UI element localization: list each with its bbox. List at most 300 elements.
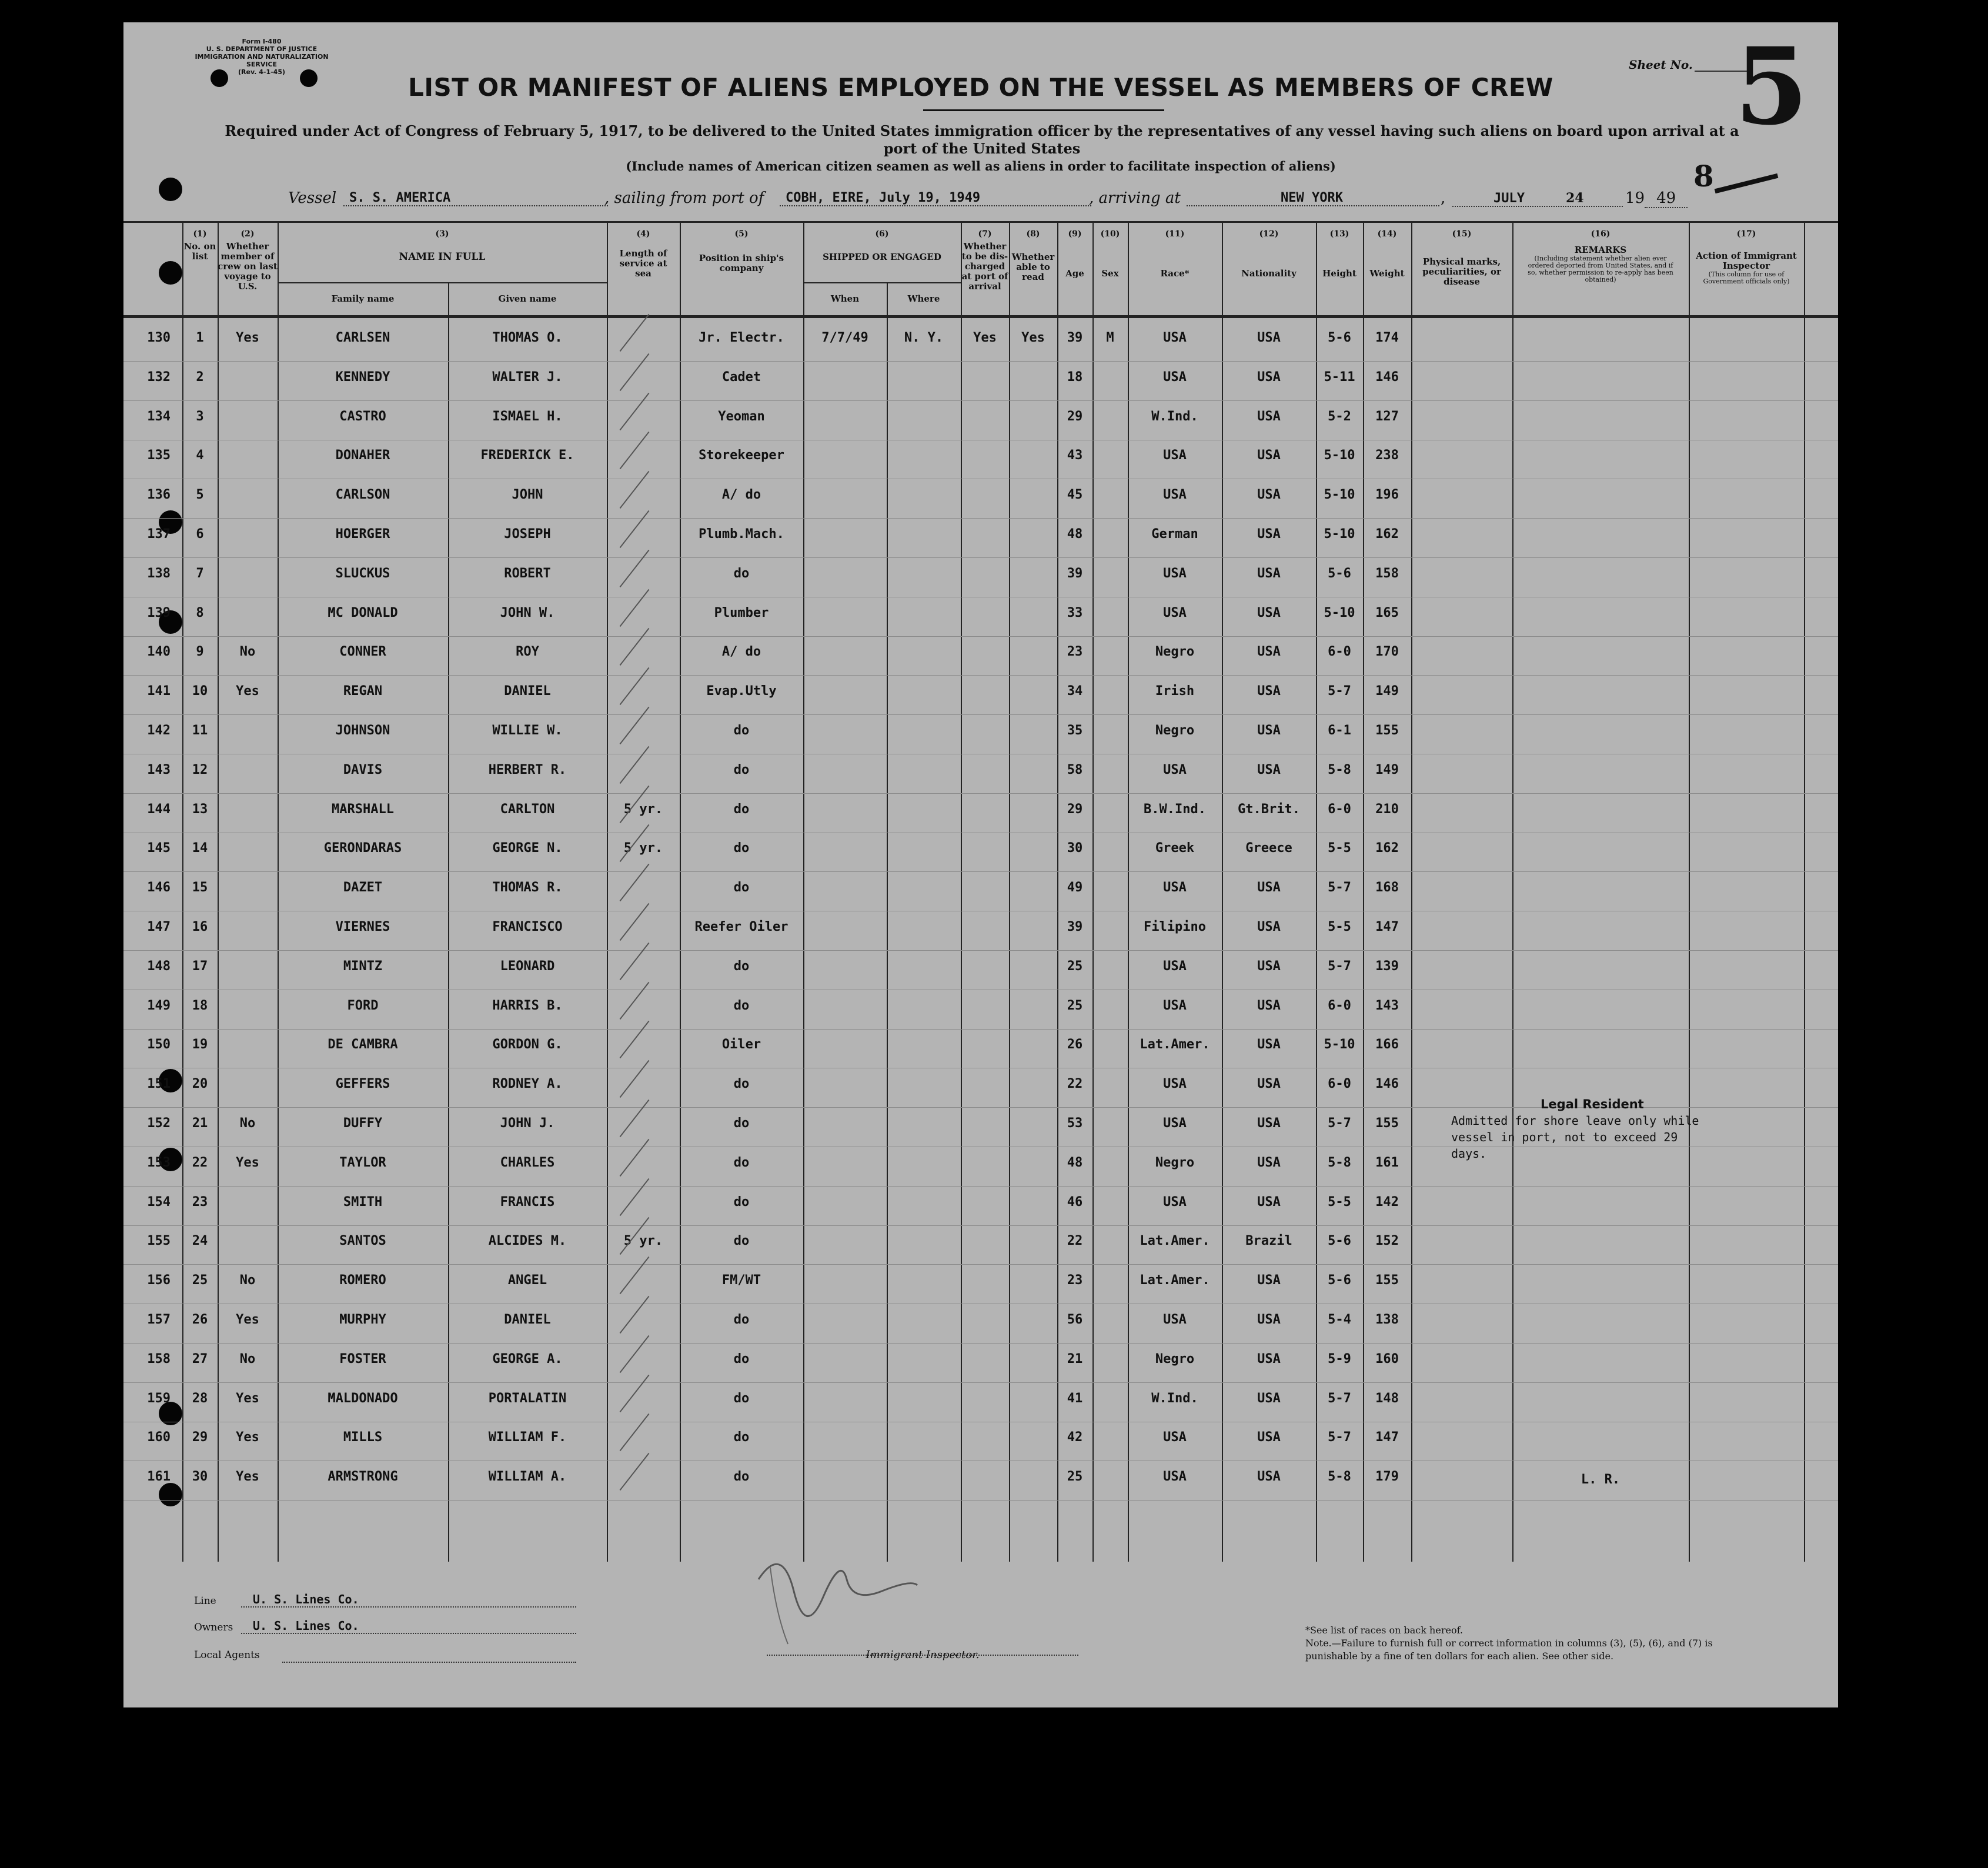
cell-height: 5-10 <box>1324 487 1355 503</box>
ditto-stroke <box>620 1060 650 1098</box>
cell-weight: 160 <box>1375 1351 1399 1366</box>
cell-position: do <box>733 723 750 738</box>
header-col-16: (16) REMARKS (Including statement whether alien ever ordered deported from United States, and if so, whether permission to re-apply has been obtained) <box>1528 229 1673 283</box>
ditto-stroke <box>620 353 650 391</box>
penalty-note: Note.—Failure to furnish full or correct information in columns (3), (5), (6), and (7) is punishable by a fine of ten dollars for each alien. See other side. <box>1305 1638 1713 1662</box>
cell-family: HOERGER <box>335 527 390 542</box>
cell-page: 134 <box>147 409 171 424</box>
cell-position: do <box>733 880 750 895</box>
cell-race: W.Ind. <box>1151 409 1198 424</box>
cell-nationality: USA <box>1257 1430 1281 1445</box>
cell-age: 41 <box>1067 1391 1083 1406</box>
cell-no: 5 <box>196 487 204 503</box>
cell-race: Lat.Amer. <box>1140 1234 1210 1249</box>
row-ruling <box>123 1382 1838 1383</box>
cell-family: TAYLOR <box>339 1155 386 1170</box>
cell-race: USA <box>1163 330 1187 345</box>
cell-page: 135 <box>147 448 171 463</box>
col-divider <box>803 221 804 1562</box>
cell-age: 42 <box>1067 1430 1083 1445</box>
cell-prev: Yes <box>236 684 259 699</box>
cell-position: Evap.Utly <box>706 684 777 699</box>
cell-service: 5 yr. <box>623 801 663 817</box>
cell-nationality: Brazil <box>1245 1234 1292 1249</box>
arrival-month: JULY 24 <box>1452 191 1623 207</box>
cell-no: 15 <box>192 880 208 895</box>
cell-page: 130 <box>147 330 171 345</box>
sheet-number: 5 <box>1735 25 1809 149</box>
cell-given: PORTALATIN <box>488 1391 567 1406</box>
ditto-stroke <box>620 707 650 744</box>
cell-given: CHARLES <box>500 1155 555 1170</box>
cell-given: GEORGE A. <box>492 1351 563 1366</box>
col-divider <box>1009 221 1010 1562</box>
vessel-label: Vessel <box>288 189 337 207</box>
manifest-sheet <box>123 22 1838 1707</box>
cell-position: do <box>733 958 750 974</box>
cell-no: 17 <box>192 958 208 974</box>
cell-position: do <box>733 1116 750 1131</box>
cell-nationality: USA <box>1257 369 1281 385</box>
ditto-stroke <box>620 1139 650 1177</box>
cell-age: 29 <box>1067 801 1083 817</box>
cell-race: Lat.Amer. <box>1140 1273 1210 1288</box>
cell-given: FRANCISCO <box>492 920 563 934</box>
row-ruling <box>123 636 1838 637</box>
ditto-stroke <box>620 471 650 509</box>
cell-family: DONAHER <box>335 448 390 463</box>
header-col-15: (15) Physical marks, peculiarities, or disease <box>1422 229 1501 287</box>
cell-age: 39 <box>1067 330 1083 345</box>
cell-age: 53 <box>1067 1116 1083 1131</box>
cell-height: 5-7 <box>1328 1430 1351 1445</box>
local-agents-value <box>282 1646 576 1663</box>
col-divider <box>1411 221 1412 1562</box>
cell-race: Irish <box>1155 684 1195 699</box>
cell-weight: 174 <box>1375 330 1399 345</box>
line-label: Line <box>194 1595 216 1607</box>
cell-position: do <box>733 1391 750 1406</box>
cell-page: 146 <box>147 880 171 895</box>
cell-position: do <box>733 801 750 817</box>
cell-weight: 155 <box>1375 1273 1399 1288</box>
cell-given: JOHN W. <box>500 605 555 620</box>
cell-no: 29 <box>192 1430 208 1445</box>
santos-remark: L. R. <box>1581 1472 1621 1487</box>
cell-nationality: USA <box>1257 448 1281 463</box>
header-col-1: (1) No. on list <box>183 229 216 262</box>
cell-age: 43 <box>1067 448 1083 463</box>
cell-nationality: USA <box>1257 644 1281 660</box>
cell-page: 154 <box>147 1194 171 1209</box>
cell-position: do <box>733 1351 750 1366</box>
cell-given: ALCIDES M. <box>488 1234 567 1249</box>
line-value: U. S. Lines Co. <box>241 1592 576 1608</box>
cell-position: do <box>733 1234 750 1249</box>
col-divider <box>1512 221 1513 1562</box>
ditto-stroke <box>620 903 650 941</box>
ditto-stroke <box>620 1413 650 1451</box>
col-divider <box>961 221 962 1562</box>
cell-height: 5-7 <box>1328 1391 1351 1406</box>
cell-race: USA <box>1163 448 1187 463</box>
owners-label: Owners <box>194 1622 233 1633</box>
cell-when: 7/7/49 <box>821 330 868 345</box>
cell-position: FM/WT <box>721 1273 761 1288</box>
cell-age: 49 <box>1067 880 1083 895</box>
cell-race: Filipino <box>1144 920 1206 934</box>
cell-prev: Yes <box>236 330 259 345</box>
cell-prev: No <box>239 644 256 660</box>
cell-position: A/ do <box>721 644 761 660</box>
local-agents-label: Local Agents <box>194 1649 260 1661</box>
cell-page: 144 <box>147 801 171 817</box>
cell-age: 33 <box>1067 605 1083 620</box>
cell-family: SLUCKUS <box>335 566 390 581</box>
form-identifier: Form I-480 U. S. DEPARTMENT OF JUSTICE IMMIGRATION AND NATURALIZATION SERVICE (Rev. 4-1-45) <box>195 38 329 76</box>
cell-nationality: Gt.Brit. <box>1238 801 1300 817</box>
cell-no: 7 <box>196 566 204 581</box>
cell-age: 48 <box>1067 527 1083 542</box>
cell-given: WALTER J. <box>492 369 563 385</box>
header-col-11: (11) Race* <box>1160 229 1190 279</box>
row-ruling <box>123 871 1838 872</box>
cell-position: Reefer Oiler <box>694 920 788 934</box>
races-note: *See list of races on back hereof. <box>1305 1625 1464 1636</box>
ditto-stroke <box>620 1178 650 1215</box>
cell-race: German <box>1151 527 1198 542</box>
legal-resident-remark: Admitted for shore leave only while vessel in port, not to exceed 29 days. <box>1451 1114 1699 1161</box>
row-ruling <box>123 1186 1838 1187</box>
cell-no: 8 <box>196 605 204 620</box>
cell-position: Storekeeper <box>699 448 784 463</box>
cell-family: DAZET <box>343 880 383 895</box>
col-divider <box>887 282 888 1562</box>
cell-family: MURPHY <box>339 1312 386 1327</box>
header-family-name: Family name <box>331 293 395 304</box>
cell-position: do <box>733 1469 750 1485</box>
cell-race: Negro <box>1155 1351 1195 1366</box>
ditto-stroke <box>620 943 650 980</box>
cell-given: CARLTON <box>500 801 555 817</box>
cell-nationality: USA <box>1257 1351 1281 1366</box>
title-underline <box>923 109 1164 111</box>
cell-given: WILLIE W. <box>492 723 563 738</box>
cell-no: 10 <box>192 684 208 699</box>
cell-height: 6-0 <box>1328 998 1351 1013</box>
cell-given: DANIEL <box>504 684 551 699</box>
cell-family: KENNEDY <box>335 369 390 385</box>
cell-nationality: USA <box>1257 920 1281 934</box>
ditto-stroke <box>620 981 650 1019</box>
cell-nationality: USA <box>1257 762 1281 777</box>
cell-read: Yes <box>1021 330 1045 345</box>
cell-no: 25 <box>192 1273 208 1288</box>
row-ruling <box>123 950 1838 951</box>
cell-age: 25 <box>1067 958 1083 974</box>
cell-no: 2 <box>196 369 204 385</box>
cell-position: do <box>733 566 750 581</box>
col-divider <box>1092 221 1094 1562</box>
header-col-17: (17) Action of Immigrant Inspector (This column for use of Government officials only) <box>1696 229 1797 285</box>
cell-given: FREDERICK E. <box>480 448 574 463</box>
cell-race: USA <box>1163 1116 1187 1131</box>
cell-family: MINTZ <box>343 958 383 974</box>
port-to: NEW YORK <box>1187 191 1439 206</box>
owners-value: U. S. Lines Co. <box>241 1619 576 1634</box>
cell-family: CONNER <box>339 644 386 660</box>
cell-page: 138 <box>147 566 171 581</box>
cell-no: 22 <box>192 1155 208 1170</box>
cell-family: ROMERO <box>339 1273 386 1288</box>
cell-position: A/ do <box>721 487 761 503</box>
cell-age: 39 <box>1067 920 1083 934</box>
cell-page: 161 <box>147 1469 171 1485</box>
cell-no: 12 <box>192 762 208 777</box>
ditto-stroke <box>620 1296 650 1334</box>
row-ruling <box>123 714 1838 715</box>
cell-no: 13 <box>192 801 208 817</box>
cell-family: SMITH <box>343 1194 383 1209</box>
header-col-5: (5) Position in ship's company <box>699 229 784 273</box>
cell-prev: Yes <box>236 1155 259 1170</box>
cell-race: USA <box>1163 762 1187 777</box>
cell-nationality: USA <box>1257 330 1281 345</box>
ditto-stroke <box>620 1100 650 1137</box>
cell-weight: 127 <box>1375 409 1399 424</box>
cell-height: 5-10 <box>1324 605 1355 620</box>
cell-no: 20 <box>192 1077 208 1092</box>
cell-family: DUFFY <box>343 1116 383 1131</box>
cell-position: do <box>733 998 750 1013</box>
cell-nationality: USA <box>1257 1194 1281 1209</box>
table-top-border <box>123 221 1838 223</box>
cell-nationality: USA <box>1257 1391 1281 1406</box>
cell-race: Negro <box>1155 723 1195 738</box>
cell-nationality: USA <box>1257 1037 1281 1052</box>
ditto-stroke <box>620 392 650 430</box>
cell-race: USA <box>1163 1430 1187 1445</box>
cell-weight: 166 <box>1375 1037 1399 1052</box>
cell-weight: 148 <box>1375 1391 1399 1406</box>
cell-discharged: Yes <box>973 330 997 345</box>
cell-height: 5-10 <box>1324 1037 1355 1052</box>
cell-no: 24 <box>192 1234 208 1249</box>
col-divider <box>607 221 608 1562</box>
ditto-stroke <box>620 550 650 587</box>
header-where: Where <box>907 293 940 304</box>
cell-age: 26 <box>1067 1037 1083 1052</box>
ditto-stroke <box>620 432 650 469</box>
cell-family: GERONDARAS <box>323 841 402 856</box>
cell-page: 136 <box>147 487 171 503</box>
header-col-8: (8) Whether able to read <box>1011 229 1055 282</box>
cell-page: 160 <box>147 1430 171 1445</box>
cell-weight: 238 <box>1375 448 1399 463</box>
cell-height: 5-7 <box>1328 684 1351 699</box>
cell-race: USA <box>1163 1077 1187 1092</box>
ditto-stroke <box>620 589 650 626</box>
cell-given: RODNEY A. <box>492 1077 563 1092</box>
inspector-label: Immigrant Inspector. <box>866 1649 980 1661</box>
strike-mark <box>1715 173 1779 193</box>
cell-no: 18 <box>192 998 208 1013</box>
cell-given: LEONARD <box>500 958 555 974</box>
cell-nationality: USA <box>1257 1077 1281 1092</box>
row-ruling <box>123 1029 1838 1030</box>
ditto-stroke <box>620 864 650 901</box>
cell-family: MILLS <box>343 1430 383 1445</box>
cell-position: do <box>733 1312 750 1327</box>
cell-no: 21 <box>192 1116 208 1131</box>
row-ruling <box>123 1500 1838 1501</box>
cell-race: USA <box>1163 566 1187 581</box>
row-ruling <box>123 675 1838 676</box>
col-divider <box>1689 221 1690 1562</box>
cell-no: 28 <box>192 1391 208 1406</box>
cell-race: USA <box>1163 880 1187 895</box>
cell-height: 5-2 <box>1328 409 1351 424</box>
cell-race: USA <box>1163 998 1187 1013</box>
sailing-label: , sailing from port of <box>604 189 764 207</box>
cell-nationality: Greece <box>1245 841 1292 856</box>
cell-height: 5-5 <box>1328 1194 1351 1209</box>
cell-age: 29 <box>1067 409 1083 424</box>
cell-nationality: USA <box>1257 1116 1281 1131</box>
cell-age: 56 <box>1067 1312 1083 1327</box>
cell-no: 11 <box>192 723 208 738</box>
cell-prev: Yes <box>236 1312 259 1327</box>
cell-page: 140 <box>147 644 171 660</box>
cell-no: 1 <box>196 330 204 345</box>
cell-position: do <box>733 762 750 777</box>
cell-family: REGAN <box>343 684 383 699</box>
header-col-12: (12) Nationality <box>1241 229 1297 279</box>
cell-page: 155 <box>147 1234 171 1249</box>
comma: , <box>1441 189 1446 207</box>
header-col-6: (6) SHIPPED OR ENGAGED <box>823 229 941 262</box>
cell-page: 139 <box>147 605 171 620</box>
header-given-name: Given name <box>498 293 557 304</box>
ditto-stroke <box>620 628 650 666</box>
cell-nationality: USA <box>1257 566 1281 581</box>
header-col-2: (2) Whether member of crew on last voyage to U.S. <box>218 229 278 292</box>
cell-position: Plumb.Mach. <box>699 527 784 542</box>
header-col-9: (9) Age <box>1065 229 1084 279</box>
cell-weight: 196 <box>1375 487 1399 503</box>
cell-height: 5-6 <box>1328 330 1351 345</box>
cell-age: 39 <box>1067 566 1083 581</box>
cell-given: ISMAEL H. <box>492 409 563 424</box>
cell-page: 157 <box>147 1312 171 1327</box>
legal-resident-title: Legal Resident <box>1541 1097 1644 1111</box>
cell-height: 6-0 <box>1328 801 1351 817</box>
cell-nationality: USA <box>1257 958 1281 974</box>
cell-height: 5-6 <box>1328 1234 1351 1249</box>
cell-given: FRANCIS <box>500 1194 555 1209</box>
cell-service: 5 yr. <box>623 841 663 856</box>
cell-given: ROY <box>516 644 539 660</box>
cell-race: USA <box>1163 1312 1187 1327</box>
header-bottom-border <box>123 315 1838 318</box>
cell-no: 23 <box>192 1194 208 1209</box>
cell-weight: 143 <box>1375 998 1399 1013</box>
cell-height: 5-8 <box>1328 762 1351 777</box>
header-col-10: (10) Sex <box>1100 229 1120 279</box>
cell-position: do <box>733 1194 750 1209</box>
cell-position: Cadet <box>721 369 761 385</box>
cell-weight: 165 <box>1375 605 1399 620</box>
header-when: When <box>830 293 860 304</box>
cell-prev: No <box>239 1273 256 1288</box>
cell-height: 6-0 <box>1328 644 1351 660</box>
cell-height: 5-7 <box>1328 958 1351 974</box>
ditto-stroke <box>620 1257 650 1294</box>
header-col-4: (4) Length of service at sea <box>619 229 667 279</box>
header-sub-border <box>278 282 607 283</box>
cell-given: WILLIAM A. <box>488 1469 567 1485</box>
cell-age: 25 <box>1067 1469 1083 1485</box>
cell-given: WILLIAM F. <box>488 1430 567 1445</box>
cell-family: CARLSEN <box>335 330 390 345</box>
cell-height: 5-7 <box>1328 880 1351 895</box>
subtitle: Required under Act of Congress of February 5, 1917, to be delivered to the United States immigration officer by the representatives of any vessel having such aliens on board upon arrival at a port of the United States <box>225 122 1739 157</box>
cell-height: 5-7 <box>1328 1116 1351 1131</box>
arriving-label: , arriving at <box>1089 189 1181 207</box>
cell-race: USA <box>1163 958 1187 974</box>
cell-height: 6-1 <box>1328 723 1351 738</box>
cell-weight: 168 <box>1375 880 1399 895</box>
cell-nationality: USA <box>1257 1469 1281 1485</box>
cell-family: ARMSTRONG <box>328 1469 398 1485</box>
cell-page: 147 <box>147 920 171 934</box>
ditto-stroke <box>620 1374 650 1412</box>
cell-height: 5-11 <box>1324 369 1355 385</box>
cell-page: 158 <box>147 1351 171 1366</box>
cell-prev: No <box>239 1351 256 1366</box>
cell-nationality: USA <box>1257 880 1281 895</box>
cell-page: 149 <box>147 998 171 1013</box>
row-ruling <box>123 793 1838 794</box>
cell-weight: 210 <box>1375 801 1399 817</box>
cell-age: 35 <box>1067 723 1083 738</box>
row-ruling <box>123 518 1838 519</box>
cell-weight: 149 <box>1375 684 1399 699</box>
cell-age: 23 <box>1067 644 1083 660</box>
cell-weight: 142 <box>1375 1194 1399 1209</box>
cell-age: 22 <box>1067 1234 1083 1249</box>
cell-nationality: USA <box>1257 487 1281 503</box>
cell-position: Oiler <box>721 1037 761 1052</box>
ditto-stroke <box>620 314 650 352</box>
cell-no: 30 <box>192 1469 208 1485</box>
arrival-year: 19 49 <box>1625 189 1688 207</box>
cell-prev: Yes <box>236 1469 259 1485</box>
cell-given: HARRIS B. <box>492 998 563 1013</box>
cell-page: 137 <box>147 527 171 542</box>
cell-no: 6 <box>196 527 204 542</box>
cell-where: N. Y. <box>904 330 944 345</box>
header-col-13: (13) Height <box>1322 229 1356 279</box>
cell-family: DE CAMBRA <box>328 1037 398 1052</box>
sheet-number-label: Sheet No. <box>1629 58 1693 72</box>
cell-weight: 147 <box>1375 1430 1399 1445</box>
subnote: (Include names of American citizen seamen as well as aliens in order to facilitate inspection of aliens) <box>626 159 1336 173</box>
cell-page: 132 <box>147 369 171 385</box>
cell-given: HERBERT R. <box>488 762 567 777</box>
cell-family: CARLSON <box>335 487 390 503</box>
cell-family: FORD <box>347 998 379 1013</box>
